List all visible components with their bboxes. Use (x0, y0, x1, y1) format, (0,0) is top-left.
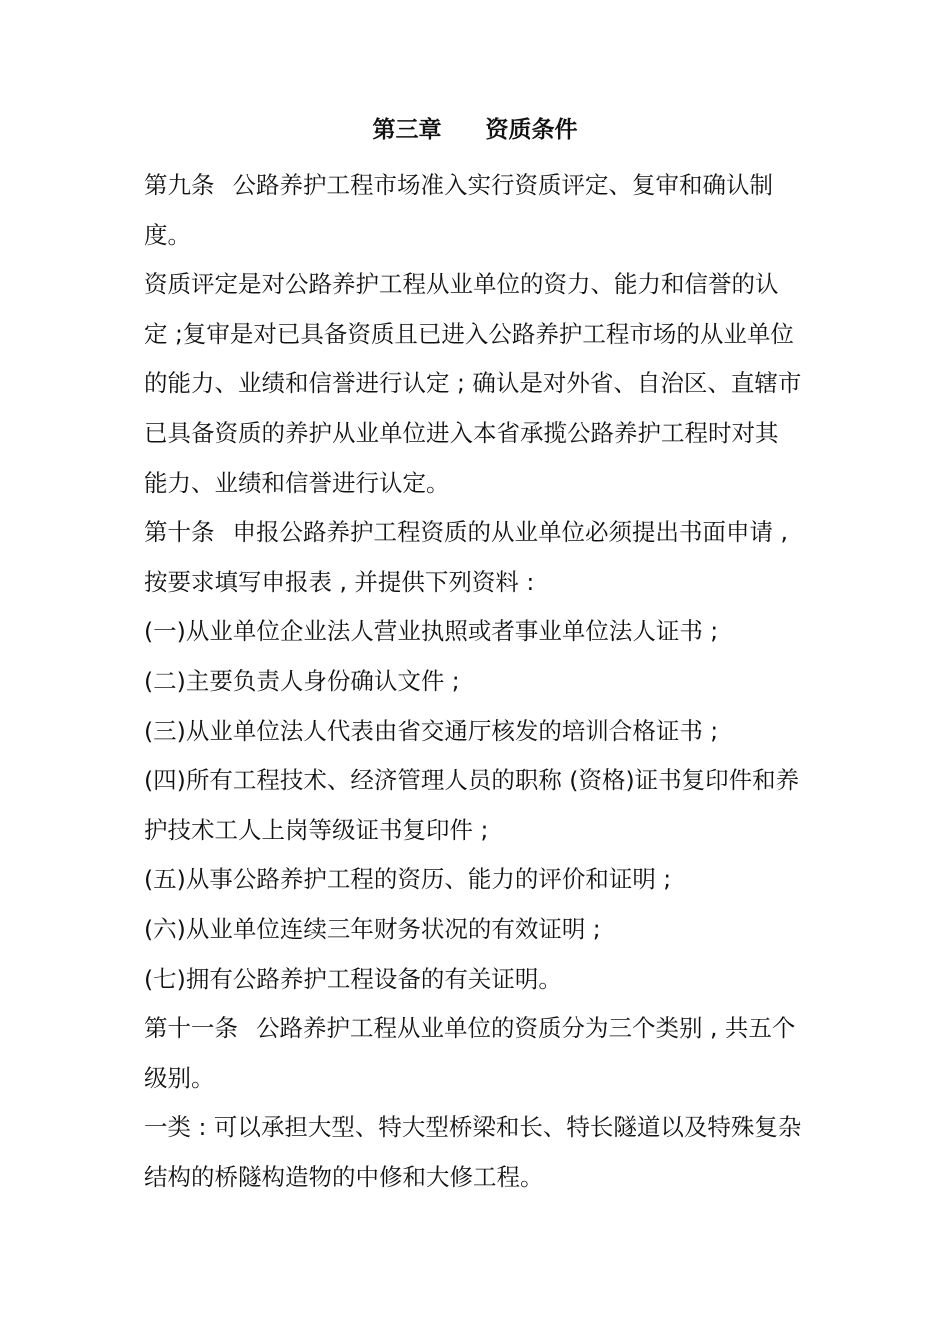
article-10-line-1 (144, 508, 816, 558)
article-9-text: 公路养护工程市场准入实行资质评定、复审和确认制 (232, 171, 773, 199)
list-item-1: (一)从业单位企业法人营业执照或者事业单位法人证书 ; (144, 617, 719, 646)
article-11-number: 第十一条 (144, 1014, 238, 1043)
article-9-paragraph-line-4: 已具备资质的养护从业单位进入本省承揽公路养护工程时对其 (144, 418, 779, 447)
chapter-title: 资质条件 (485, 117, 578, 143)
list-item-4-continued: 护技术工人上岗等级证书复印件 ; (144, 815, 489, 844)
article-9-paragraph-line-5: 能力、业绩和信誉进行认定。 (144, 468, 450, 497)
article-11-text: 公路养护工程从业单位的资质分为三个类别 , 共五个 (256, 1014, 796, 1043)
class-1-line-1: 一类 : 可以承担大型、特大型桥梁和长、特长隧道以及特殊复杂 (144, 1113, 802, 1142)
list-item-2: (二)主要负责人身份确认文件 ; (144, 666, 460, 695)
article-10-text: 申报公路养护工程资质的从业单位必须提出书面申请 , (232, 518, 788, 547)
chapter-number: 第三章 (372, 117, 442, 143)
article-11-line-2: 级别。 (144, 1063, 215, 1092)
list-item-4: (四)所有工程技术、经济管理人员的职称 (资格)证书复印件和养 (144, 766, 800, 795)
chapter-heading (0, 112, 950, 148)
article-9-paragraph-line-3: 的能力、业绩和信誉进行认定 ; 确认是对外省、自治区、直辖市 (144, 369, 802, 398)
article-9-paragraph-line-2: 定 ;复审是对已具备资质且已进入公路养护工程市场的从业单位 (144, 319, 794, 348)
article-11-line-1 (144, 1004, 816, 1054)
article-9-line-1 (144, 161, 816, 211)
list-item-3: (三)从业单位法人代表由省交通厅核发的培训合格证书 ; (144, 716, 719, 745)
list-item-5: (五)从事公路养护工程的资历、能力的评价和证明 ; (144, 865, 672, 894)
article-9-line-2: 度。 (144, 220, 191, 249)
list-item-6: (六)从业单位连续三年财务状况的有效证明 ; (144, 914, 601, 943)
article-9-paragraph-line-1: 资质评定是对公路养护工程从业单位的资力、能力和信誉的认 (144, 270, 779, 299)
article-9-number: 第九条 (144, 171, 215, 199)
class-1-line-2: 结构的桥隧构造物的中修和大修工程。 (144, 1162, 544, 1191)
list-item-7: (七)拥有公路养护工程设备的有关证明。 (144, 964, 562, 993)
article-10-line-2: 按要求填写申报表 , 并提供下列资料 : (144, 567, 535, 596)
article-10-number: 第十条 (144, 518, 215, 547)
document-body (144, 161, 816, 1202)
